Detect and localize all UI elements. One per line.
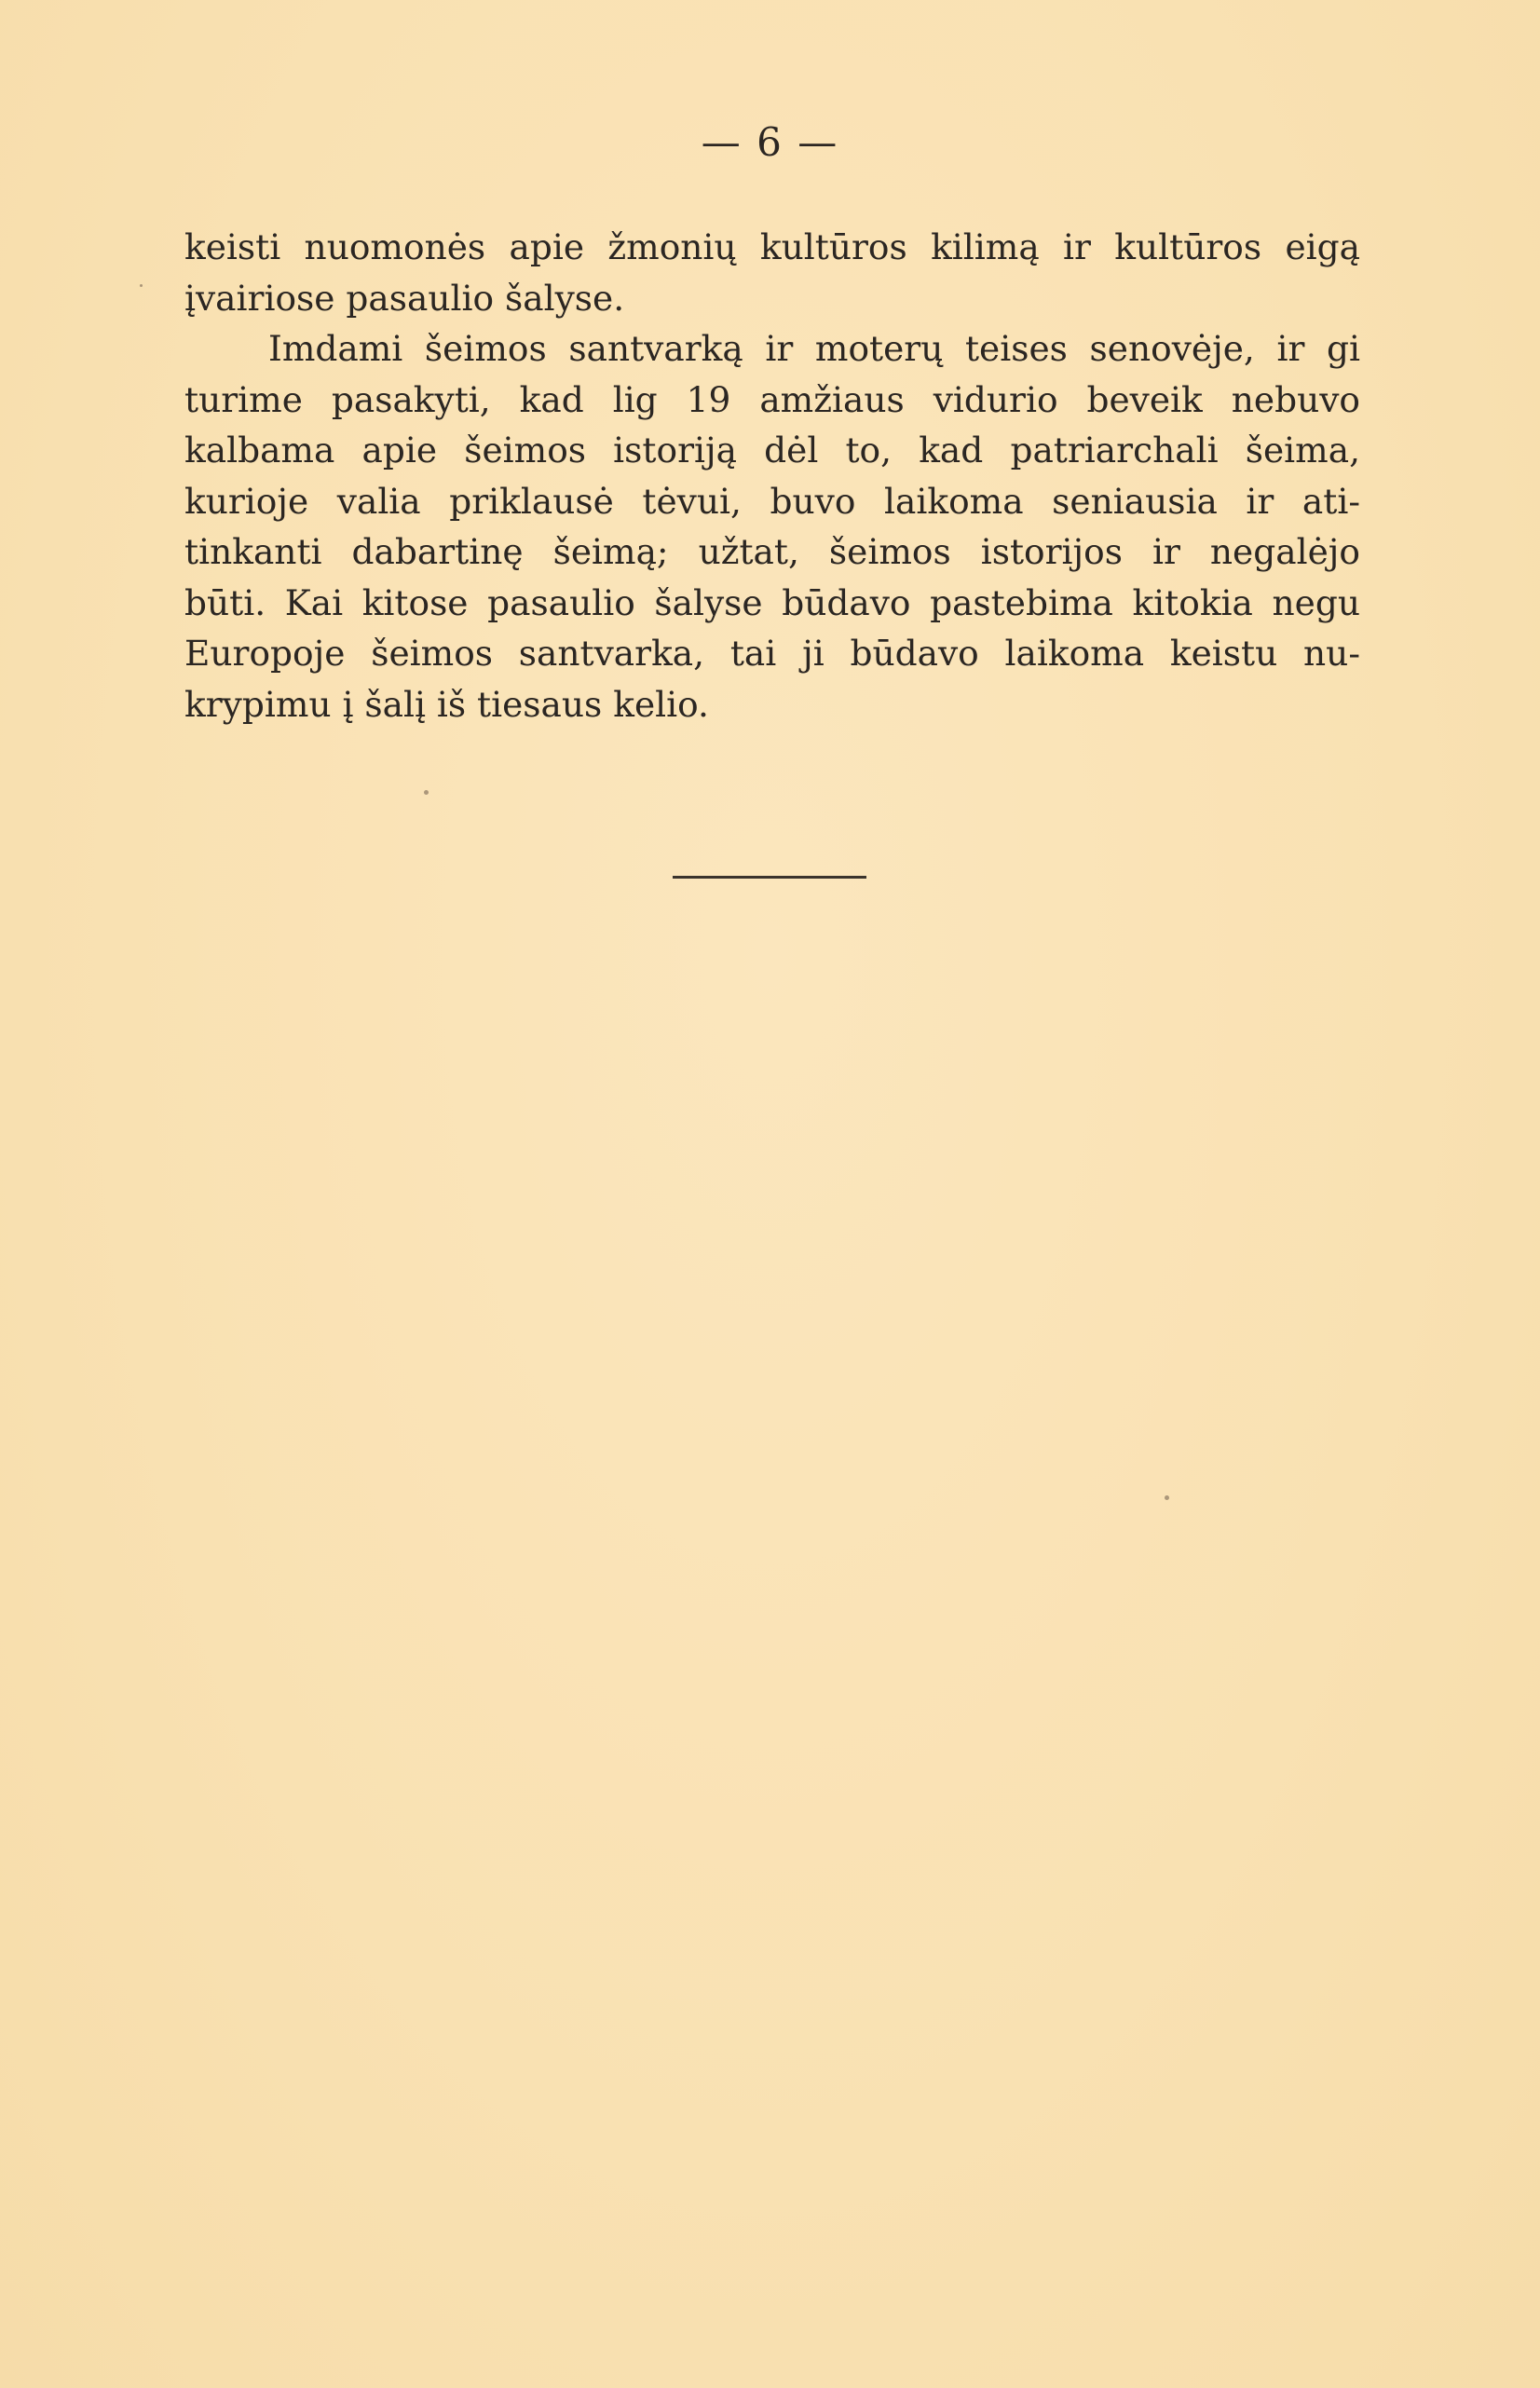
text-line: turime pasakyti, kad lig 19 amžiaus vidurio beveik nebuvo — [184, 378, 1360, 420]
paper-speck — [140, 284, 143, 287]
paper-speck — [1165, 1495, 1169, 1500]
paragraph-2 — [184, 323, 1360, 730]
text-line: kalbama apie šeimos istoriją dėl to, kad patriarchali šeima, — [184, 430, 1360, 471]
section-divider — [673, 876, 866, 879]
text-line: Imdami šeimos santvarką ir moterų teises senovėje, ir gi — [268, 328, 1360, 369]
text-line: tinkanti dabartinę šeimą; užtat, šeimos istorijos ir negalėjo — [184, 531, 1360, 572]
text-line: krypimu į šalį iš tiesaus kelio. — [184, 683, 709, 725]
text-line: įvairiose pasaulio šalyse. — [184, 277, 625, 319]
text-line: keisti nuomonės apie žmonių kultūros kilimą ir kultūros eigą — [184, 226, 1360, 267]
paragraph-1 — [184, 222, 1360, 323]
text-line: būti. Kai kitose pasaulio šalyse būdavo pastebima kitokia negu — [184, 581, 1360, 623]
paper-speck — [424, 790, 429, 795]
text-line: kurioje valia priklausė tėvui, buvo laikoma seniausia ir ati- — [184, 480, 1360, 522]
page-number: — 6 — — [701, 119, 839, 165]
text-line: Europoje šeimos santvarka, tai ji būdavo laikoma keistu nu- — [184, 633, 1360, 674]
body-text — [184, 222, 1360, 730]
